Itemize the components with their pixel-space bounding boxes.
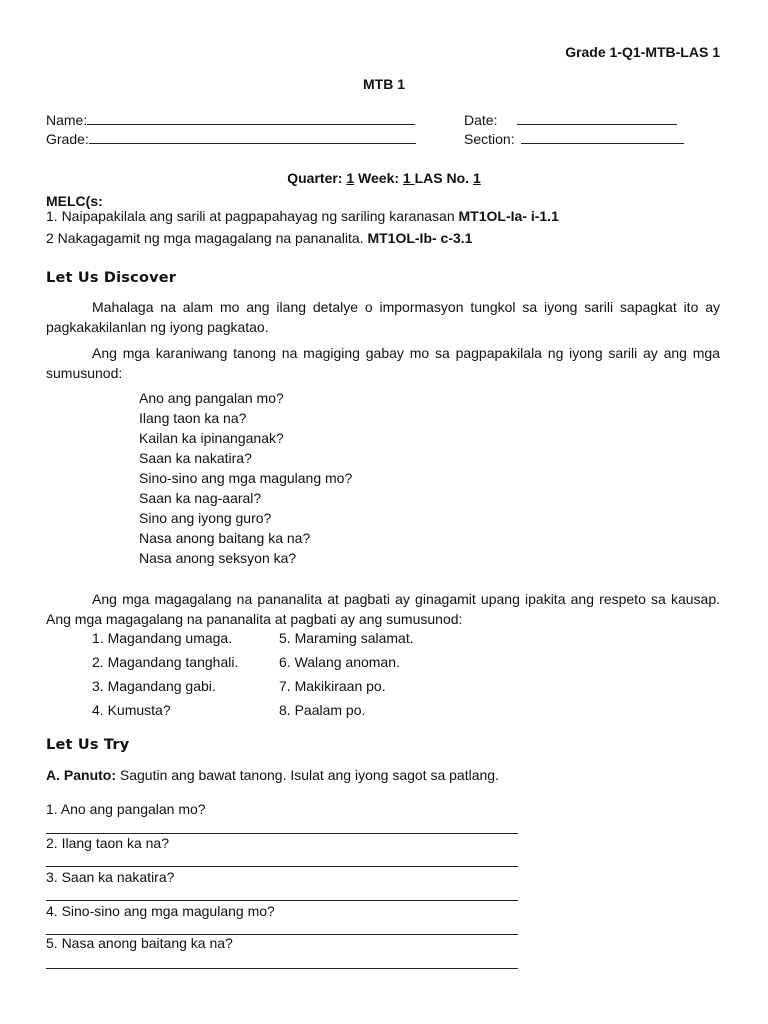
guide-question: Saan ka nag-aaral? (139, 490, 262, 506)
guide-question: Nasa anong baitang ka na? (139, 530, 311, 546)
try-question: 1. Ano ang pangalan mo? (46, 801, 206, 817)
answer-line (46, 968, 518, 969)
greeting-item: 4. Kumusta? (92, 702, 171, 718)
try-heading: Let Us Try (46, 737, 130, 753)
guide-question: Sino-sino ang mga magulang mo? (139, 470, 353, 486)
melc-code: MT1OL-Ia- i-1.1 (458, 208, 559, 224)
try-question: 4. Sino-sino ang mga magulang mo? (46, 903, 275, 919)
greeting-item: 2. Magandang tanghali. (92, 654, 239, 670)
name-blank (87, 112, 415, 125)
section-label: Section: (464, 131, 515, 147)
las-label: LAS No. (414, 170, 473, 186)
try-question: 3. Saan ka nakatira? (46, 869, 175, 885)
melc-heading: MELC(s: (46, 193, 103, 209)
date-blank (517, 112, 677, 125)
try-instruction (46, 767, 499, 783)
greeting-item: 1. Magandang umaga. (92, 630, 233, 646)
melc-text: 2 Nakagagamit ng mga magagalang na pananalita. (46, 230, 368, 246)
answer-line (46, 833, 518, 834)
las-value: 1 (472, 170, 481, 186)
greeting-item: 5. Maraming salamat. (279, 630, 414, 646)
answer-line (46, 900, 518, 901)
guide-question: Ilang taon ka na? (139, 410, 247, 426)
greeting-item: 3. Magandang gabi. (92, 678, 216, 694)
try-question: 5. Nasa anong baitang ka na? (46, 935, 233, 951)
guide-question: Nasa anong seksyon ka? (139, 550, 297, 566)
answer-line (46, 866, 518, 867)
week-label: Week: (354, 170, 403, 186)
try-question: 2. Ilang taon ka na? (46, 835, 169, 851)
section-blank (521, 131, 684, 144)
instruction-label: A. Panuto: (46, 767, 116, 783)
greeting-item: 6. Walang anoman. (279, 654, 400, 670)
discover-heading: Let Us Discover (46, 270, 177, 286)
date-field (464, 112, 677, 128)
melc-item (46, 230, 472, 246)
document-title: MTB 1 (363, 76, 405, 92)
melc-item (46, 208, 559, 224)
grade-label: Grade: (46, 131, 89, 147)
document-code: Grade 1-Q1-MTB-LAS 1 (565, 44, 720, 60)
melc-code: MT1OL-Ib- c-3.1 (367, 230, 473, 246)
quarter-label: Quarter: (287, 170, 347, 186)
discover-paragraph-2: Ang mga karaniwang tanong na magiging gabay mo sa pagpapakilala ng iyong sarili ay ang mga sumusunod: (46, 345, 720, 381)
instruction-text: Sagutin ang bawat tanong. Isulat ang iyong sagot sa patlang. (116, 767, 499, 783)
date-label: Date: (464, 112, 498, 128)
guide-question: Ano ang pangalan mo? (139, 390, 284, 406)
quarter-value: 1 (346, 170, 355, 186)
melc-text: 1. Naipapakilala ang sarili at pagpapahayag ng sariling karanasan (46, 208, 459, 224)
guide-question: Kailan ka ipinanganak? (139, 430, 284, 446)
grade-blank (89, 131, 416, 144)
grade-field (46, 131, 416, 147)
greeting-item: 7. Makikiraan po. (279, 678, 386, 694)
greeting-item: 8. Paalam po. (279, 702, 366, 718)
guide-question: Saan ka nakatira? (139, 450, 252, 466)
discover-paragraph-1: Mahalaga na alam mo ang ilang detalye o impormasyon tungkol sa iyong sarili sapagkat ito ay pagkakakilanlan ng iyong pagkatao. (46, 299, 720, 335)
name-label: Name: (46, 112, 88, 128)
quarter-week-line (0, 170, 768, 186)
name-field (46, 112, 415, 128)
guide-question: Sino ang iyong guro? (139, 510, 272, 526)
discover-paragraph-3: Ang mga magagalang na pananalita at pagbati ay ginagamit upang ipakita ang respeto sa kausap. Ang mga magagalang na pananalita at pagbati ay ang sumusunod: (46, 591, 720, 627)
week-value: 1 (402, 170, 415, 186)
section-field (464, 131, 684, 147)
